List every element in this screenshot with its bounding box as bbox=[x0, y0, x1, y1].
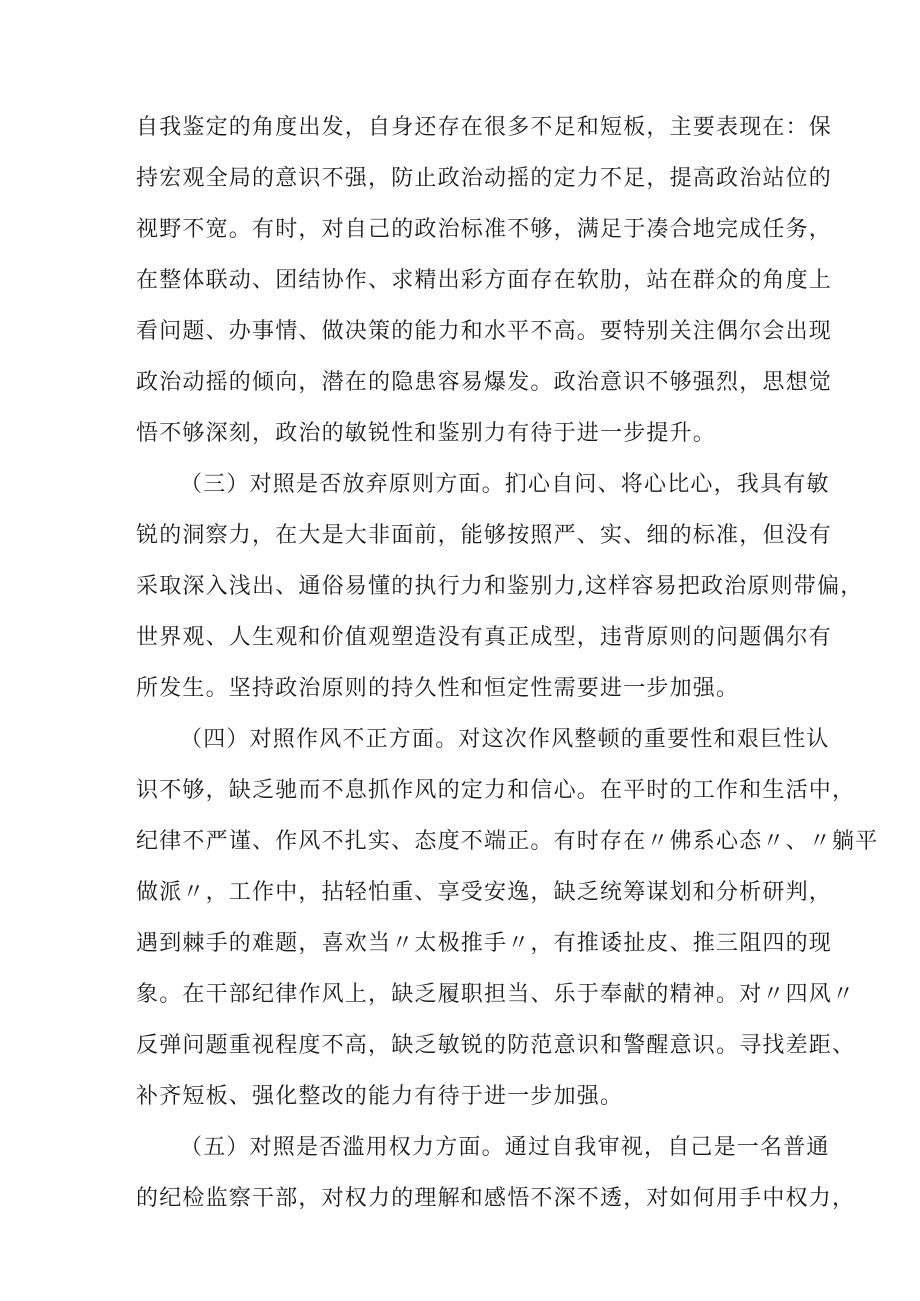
text-line: 识不够，缺乏驰而不息抓作风的定力和信心。在平时的工作和生活中， bbox=[136, 778, 856, 803]
text-line: 遇到棘手的难题，喜欢当〃太极推手〃，有推诿扯皮、推三阻四的现 bbox=[136, 931, 833, 956]
text-line: 看问题、办事情、做决策的能力和水平不高。要特别关注偶尔会出现 bbox=[136, 319, 833, 344]
text-line: 反弹问题重视程度不高，缺乏敏锐的防范意识和警醒意识。寻找差距、 bbox=[136, 1033, 856, 1058]
text-line: 象。在干部纪律作风上，缺乏履职担当、乐于奉献的精神。对〃四风〃 bbox=[136, 982, 856, 1007]
text-line: 在整体联动、团结协作、求精出彩方面存在软肋，站在群众的角度上 bbox=[136, 268, 833, 293]
text-line: 自我鉴定的角度出发，自身还存在很多不足和短板，主要表现在：保 bbox=[136, 115, 833, 140]
text-line: 世界观、人生观和价值观塑造没有真正成型，违背原则的问题偶尔有 bbox=[136, 625, 833, 650]
text-line: 纪律不严谨、作风不扎实、态度不端正。有时存在〃佛系心态〃、〃躺平 bbox=[136, 829, 879, 854]
text-line: 采取深入浅出、通俗易懂的执行力和鉴别力,这样容易把政治原则带偏， bbox=[136, 574, 864, 599]
text-line: 视野不宽。有时，对自己的政治标准不够，满足于凑合地完成任务， bbox=[136, 217, 833, 242]
text-line: 补齐短板、强化整改的能力有待于进一步加强。 bbox=[136, 1084, 624, 1109]
text-line: 政治动摇的倾向，潜在的隐患容易爆发。政治意识不够强烈，思想觉 bbox=[136, 370, 833, 395]
text-line: 锐的洞察力，在大是大非面前，能够按照严、实、细的标准，但没有 bbox=[136, 523, 833, 548]
text-line: 悟不够深刻，政治的敏锐性和鉴别力有待于进一步提升。 bbox=[136, 421, 717, 446]
paragraph-heading-line: （四）对照作风不正方面。对这次作风整顿的重要性和艰巨性认 bbox=[180, 727, 830, 752]
text-line: 做派〃，工作中，拈轻怕重、享受安逸，缺乏统筹谋划和分析研判， bbox=[136, 880, 833, 905]
paragraph-heading-line: （三）对照是否放弃原则方面。扪心自问、将心比心，我具有敏 bbox=[180, 472, 830, 497]
text-line: 的纪检监察干部，对权力的理解和感悟不深不透，对如何用手中权力， bbox=[136, 1186, 856, 1211]
text-line: 持宏观全局的意识不强，防止政治动摇的定力不足，提高政治站位的 bbox=[136, 166, 833, 191]
paragraph-heading-line: （五）对照是否滥用权力方面。通过自我审视，自己是一名普通 bbox=[180, 1135, 830, 1160]
text-line: 所发生。坚持政治原则的持久性和恒定性需要进一步加强。 bbox=[136, 676, 740, 701]
